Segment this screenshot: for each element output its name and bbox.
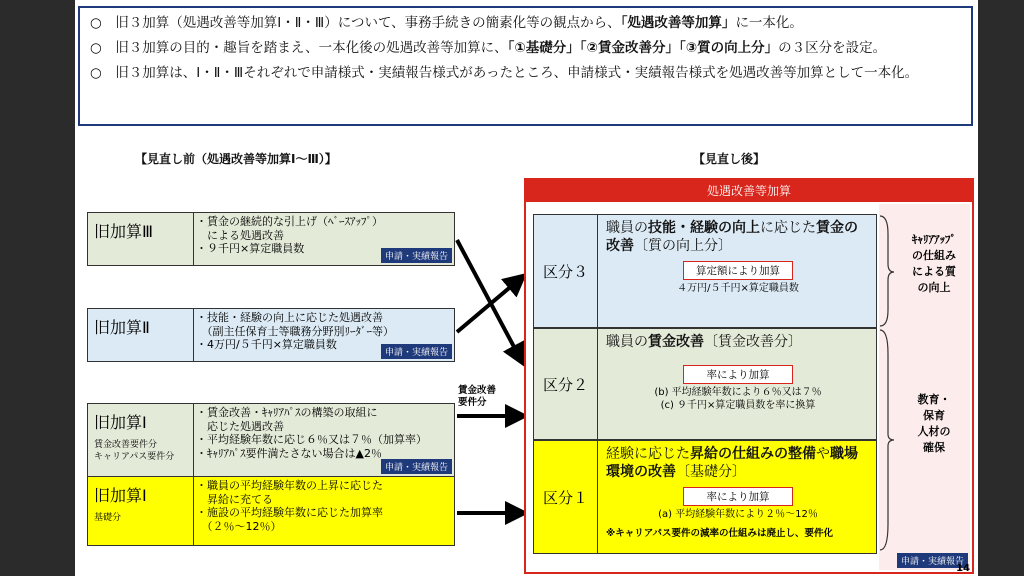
kubun-3	[533, 214, 877, 328]
arrow-label: 賃金改善 要件分	[458, 385, 497, 408]
old-kasan-2	[87, 308, 455, 362]
kubun-1-text: 経験に応じた昇給の仕組みの整備や職場環境の改善〔基礎分〕	[606, 446, 858, 480]
before-header: 【見直し前（処遇改善等加算Ⅰ～Ⅲ）】	[135, 152, 337, 166]
old-kasan-2-desc: ・技能・経験の向上に応じた処遇改善 （副主任保育士等職務分野別ﾘｰﾀﾞｰ等） ・4万円/５千円×算定職員数	[196, 311, 394, 351]
side-braces	[878, 214, 898, 554]
kubun-1-label: 区分１	[534, 441, 598, 553]
apply-report-tag: 申請・実績報告	[381, 248, 452, 263]
old-kasan-3-name: 旧加算Ⅲ	[88, 213, 194, 265]
kubun-3-note: ４万円/５千円×算定職員数	[677, 283, 799, 294]
kubun-3-text: 職員の技能・経験の向上に応じた賃金の改善〔質の向上分〕	[606, 220, 858, 254]
arrow-2-to-3	[457, 278, 521, 332]
old-kasan-1-base-desc: ・職員の平均経験年数の上昇に応じた 昇給に充てる ・施設の平均経験年数に応じた加算率 （２％～12％）	[196, 479, 383, 533]
old-kasan-1-wage-desc: ・賃金改善・ｷｬﾘｱﾊﾟｽの構築の取組に 応じた処遇改善 ・平均経験年数に応じ６％又は７％（加算率） ・ｷｬﾘｱﾊﾟｽ要件満たさない場合は▲2％	[196, 406, 427, 460]
new-kasan-block	[524, 178, 974, 574]
summary-line-1: ○ 旧３加算（処遇改善等加算Ⅰ・Ⅱ・Ⅲ）について、事務手続きの簡素化等の観点から、「処遇改善等加算」に一本化。	[90, 15, 803, 31]
apply-report-tag: 申請・実績報告	[381, 344, 452, 359]
old-kasan-3-desc: ・賃金の継続的な引上げ（ﾍﾞｰｽｱｯﾌﾟ） による処遇改善 ・９千円×算定職員数	[196, 215, 383, 255]
new-kasan-title: 処遇改善等加算	[526, 180, 972, 202]
kubun-1-pill: 率により加算	[683, 487, 793, 506]
kubun-1	[533, 440, 877, 554]
old-kasan-2-name: 旧加算Ⅱ	[88, 309, 194, 361]
apply-report-tag: 申請・実績報告	[381, 459, 452, 474]
kubun-2-pill: 率により加算	[683, 365, 793, 384]
slide	[75, 0, 978, 576]
old-kasan-1-wage-name: 旧加算Ⅰ 賃金改善要件分 キャリアパス要件分	[88, 404, 194, 476]
kubun-2-text: 職員の賃金改善〔賃金改善分〕	[606, 334, 802, 350]
kubun-1-foot: ※キャリアパス要件の減率の仕組みは廃止し、要件化	[606, 528, 833, 539]
old-kasan-1-base-name: 旧加算Ⅰ 基礎分	[88, 477, 194, 545]
kubun-2	[533, 328, 877, 440]
side-label-talent: 教育・ 保育 人材の 確保	[917, 393, 951, 454]
arrow-3-to-2	[457, 240, 521, 360]
kubun-2-label: 区分２	[534, 329, 598, 439]
kubun-2-note: (b) 平均経験年数により６％又は７％ (c) ９千円×算定職員数を率に換算	[654, 387, 822, 411]
kubun-1-note: (a) 平均経験年数により２％～12％	[658, 509, 818, 520]
summary-line-3: ○ 旧３加算は、Ⅰ・Ⅱ・Ⅲそれぞれで申請様式・実績報告様式があったところ、申請様式・実績報告様式を処遇改善等加算として一本化。	[90, 65, 919, 81]
old-kasan-1-wage	[87, 403, 455, 477]
summary-box	[78, 6, 973, 126]
summary-line-2: ○ 旧３加算の目的・趣旨を踏まえ、一本化後の処遇改善等加算に、「①基礎分」「②賃金改善分」「③質の向上分」の３区分を設定。	[90, 40, 887, 56]
kubun-3-pill: 算定額により加算	[683, 261, 793, 280]
page-number: 14	[956, 563, 970, 574]
apply-report-tag: 申請・実績報告	[897, 553, 968, 568]
old-kasan-1-base	[87, 476, 455, 546]
after-header: 【見直し後】	[693, 152, 766, 166]
side-label-quality: ｷｬﾘｱｱｯﾌﾟ の仕組み による質 の向上	[912, 233, 956, 294]
mapping-arrows	[455, 230, 530, 530]
kubun-3-label: 区分３	[534, 215, 598, 327]
old-kasan-3	[87, 212, 455, 266]
